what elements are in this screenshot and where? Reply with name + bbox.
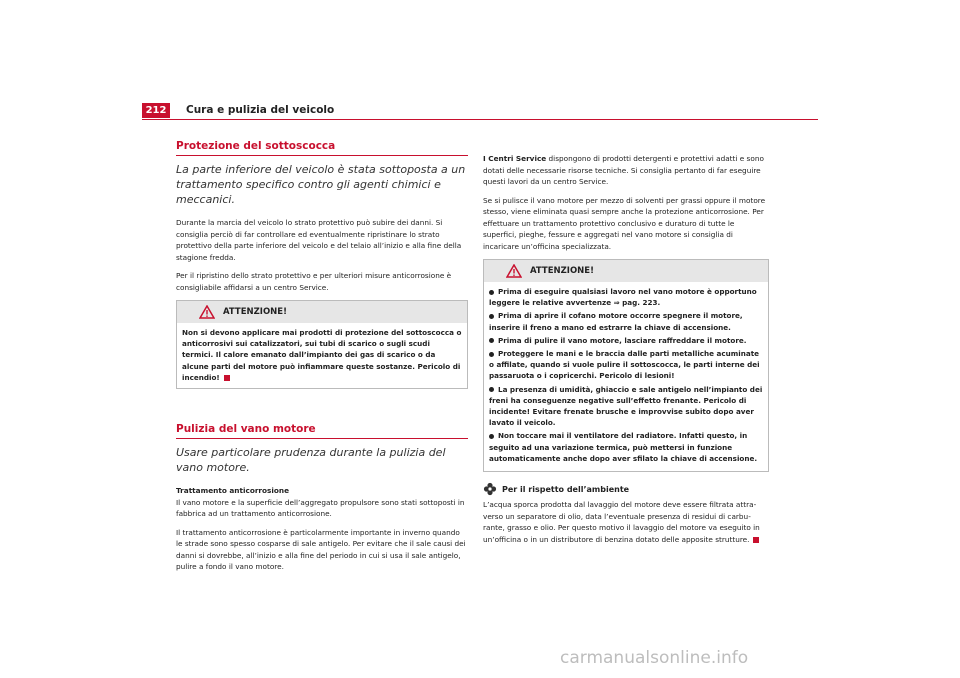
- environment-text: L’acqua sporca prodotta dal lavaggio del motore deve essere filtrata attraverso un separatore di olio, data l’eventuale presenza di residui di carburante, grasso e olio. Per questo motivo il lavaggio del motore va eseguito in un’officina o in un distributore di benzina dotato delle apposite strutture.: [483, 500, 760, 544]
- bullet-icon: [489, 387, 494, 392]
- paragraph: Se si pulisce il vano motore per mezzo di solventi per grassi oppure il motore stesso, viene eliminata quasi sempre anche la protezione anticorrosione. Per effettuare un trattamento protettivo conclusivo e duraturo di tutte le superfici, pieghe, fessure e aggregati nel vano motore si consiglia di incaricare un’officina specializzata.: [483, 195, 766, 251]
- right-column: [483, 153, 769, 552]
- bullet-icon: [489, 352, 494, 357]
- section-end-marker: [753, 537, 759, 543]
- page-number: 212: [142, 103, 170, 118]
- warning-triangle-icon: [506, 264, 522, 278]
- section-title-engine: Pulizia del vano motore: [176, 423, 468, 439]
- warning-triangle-icon: [199, 305, 215, 319]
- warning-item: [489, 348, 763, 382]
- warning-item-text: Prima di aprire il cofano motore occorre spegnere il motore, inserire il freno a mano ed estrarre la chiave di accensione.: [489, 311, 743, 332]
- warning-body: [484, 282, 768, 471]
- subheading: Trattamento anticorrosione: [176, 486, 290, 496]
- warning-title: ATTENZIONE!: [223, 307, 287, 317]
- environment-title: Per il rispetto dell’ambiente: [502, 484, 630, 494]
- paragraph: Per il ripristino dello strato protettivo e per ulteriori misure anticorrosione è consigliabile affidarsi a un centro Service.: [176, 271, 452, 292]
- warning-text: Non si devono applicare mai prodotti di protezione del sottoscocca o anticorrosivi sui catalizzatori, sui tubi di scarico o sugli scudi termici. Il calore emanato dall’impianto dei gas di scarico o da alcune parti del motore può infiammare queste sostanze. Pericolo di incendio!: [182, 328, 462, 382]
- bullet-icon: [489, 338, 494, 343]
- left-column: [176, 140, 468, 580]
- paragraph: Il vano motore e la superficie dell’aggregato propulsore sono stati sottoposti in fabbrica ad un trattamento anticorrosione.: [176, 497, 465, 519]
- warning-item: [489, 286, 763, 308]
- bullet-icon: [489, 434, 494, 439]
- header-rule: [142, 119, 818, 120]
- bullet-icon: [489, 314, 494, 319]
- warning-item: [489, 430, 763, 464]
- bullet-icon: [489, 290, 494, 295]
- paragraph: Durante la marcia del veicolo lo strato protettivo può subire dei danni. Si consiglia perciò di far controllare ed eventualmente ripristinare lo strato protettivo della parte inferiore del veicolo e del telaio all’inizio e alla fine della stagione fredda.: [176, 218, 462, 262]
- warning-item-text: Prima di pulire il vano motore, lasciare raffreddare il motore.: [498, 335, 747, 345]
- environment-flower-icon: [483, 482, 497, 496]
- section-end-marker: [224, 375, 230, 381]
- paragraph-text: dispongono di prodotti detergenti e protettivi adatti e sono dotati delle necessarie risorse tecniche. Si consiglia pertanto di far eseguire questi lavori da un centro Service.: [483, 154, 764, 186]
- environment-header: [483, 482, 769, 496]
- section-lead-engine: Usare particolare prudenza durante la pulizia del vano motore.: [176, 446, 446, 475]
- warning-box: [176, 300, 468, 389]
- chapter-title: Cura e pulizia del veicolo: [186, 104, 335, 116]
- section-lead-underbody: La parte inferiore del veicolo è stata sottoposta a un trattamento specifico contro gli agenti chimici e meccanici.: [176, 163, 466, 206]
- warning-item: [489, 310, 763, 332]
- paragraph: Il trattamento anticorrosione è particolarmente importante in inverno quando le strade sono spesso cosparse di sale antigelo. Per evitare che il sale causi dei danni si dovrebbe, all’inizio e alla fine del periodo in cui si usa il sale antigelo, pulire a fondo il vano motore.: [176, 527, 466, 572]
- warning-header: [177, 301, 467, 323]
- paragraph: [483, 499, 769, 545]
- warning-title: ATTENZIONE!: [530, 266, 594, 276]
- warning-body: [177, 323, 467, 388]
- section-title-underbody: Protezione del sottoscocca: [176, 140, 468, 156]
- warning-item: [489, 335, 763, 346]
- warning-item-text: Prima di eseguire qualsiasi lavoro nel vano motore è opportuno leggere le relative avvertenze ⇒ pag. 223.: [489, 287, 757, 308]
- warning-item-text: Non toccare mai il ventilatore del radiatore. Infatti questo, in seguito ad una variazione termica, può mettersi in funzione automaticamente anche dopo aver sfilato la chiave di accensione.: [489, 431, 758, 463]
- warning-item: [489, 384, 763, 429]
- bold-lead: I Centri Service: [483, 154, 547, 163]
- warning-item-text: Proteggere le mani e le braccia dalle parti metalliche acuminate o affilate, quando si vuole pulire il sottoscocca, le parti interne dei passaruota o i copricerchi. Pericolo di lesioni!: [489, 349, 760, 381]
- paragraph: [483, 153, 769, 188]
- warning-item-text: La presenza di umidità, ghiaccio e sale antigelo nell’impianto dei freni ha conseguenze negative sull’effetto frenante. Pericolo di incidente! Evitare frenate brusche e improvvise subito dopo aver lavato il veicolo.: [489, 384, 763, 428]
- warning-box: [483, 259, 769, 472]
- warning-header: [484, 260, 768, 282]
- watermark: carmanualsonline.info: [560, 648, 749, 668]
